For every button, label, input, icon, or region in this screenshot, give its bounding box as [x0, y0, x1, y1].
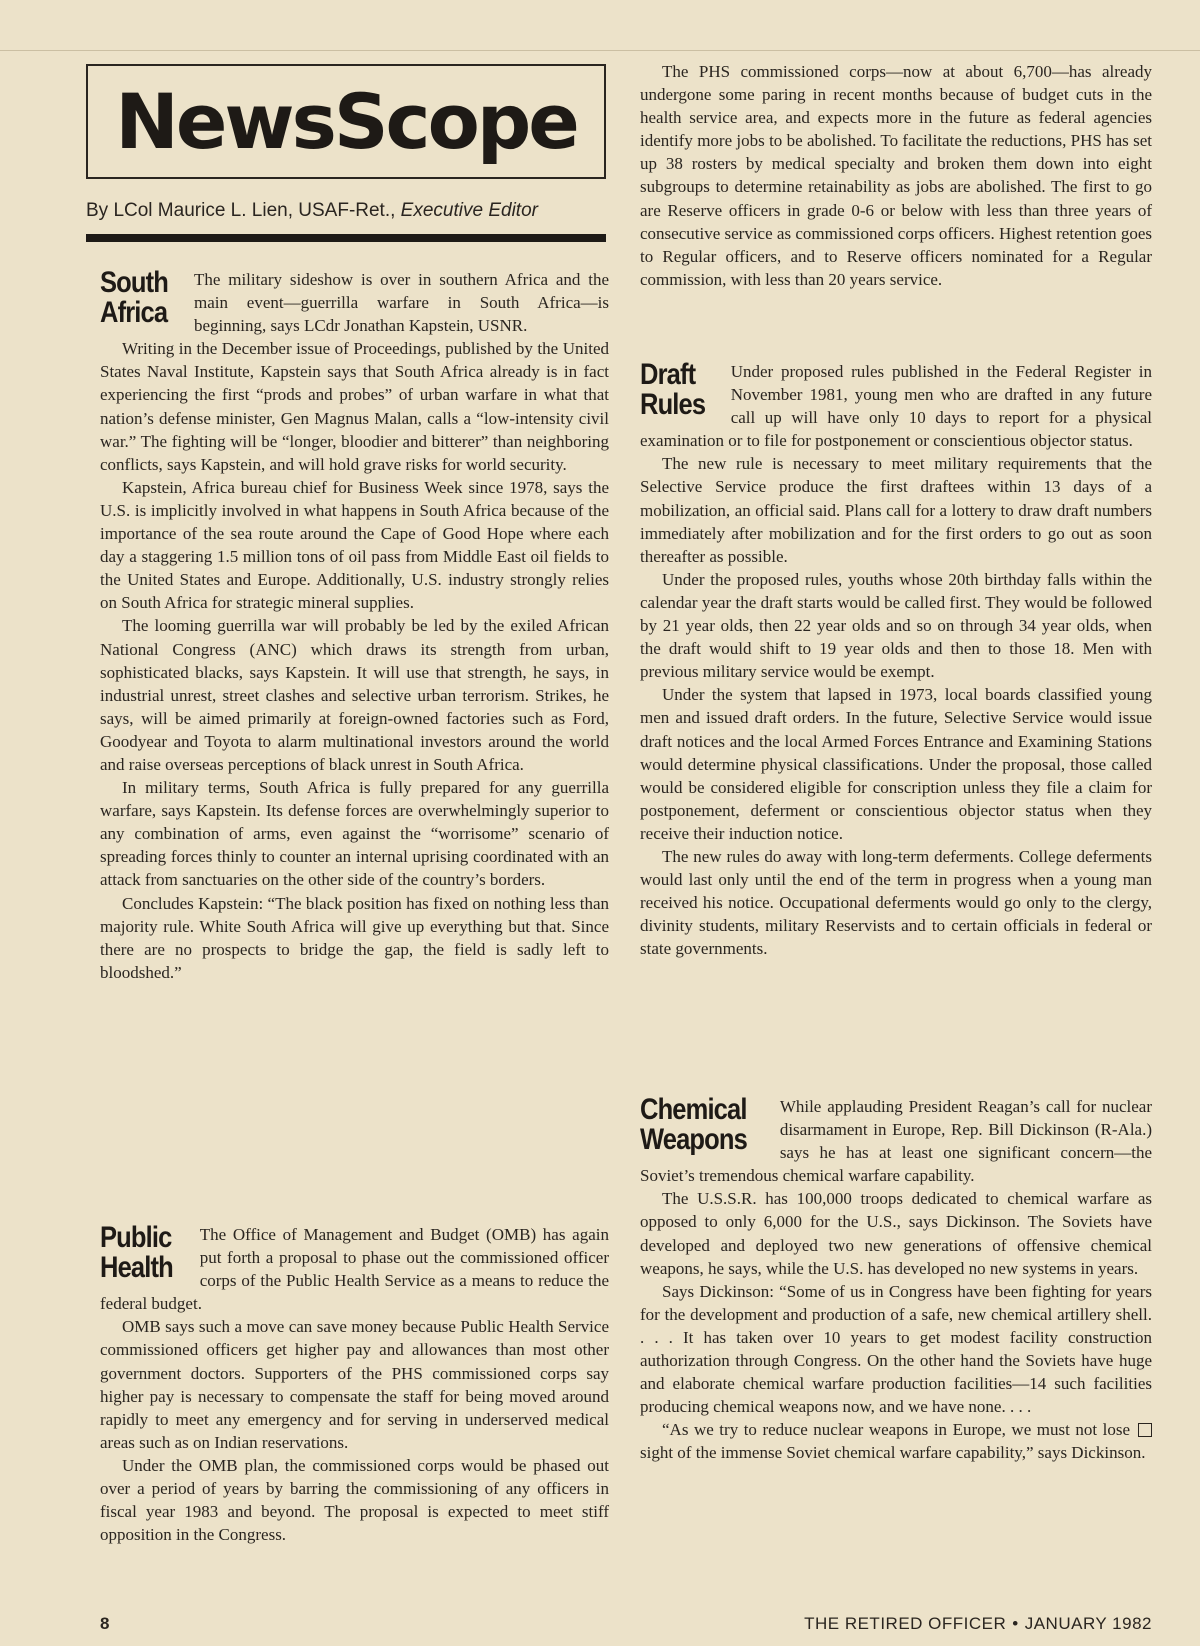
paragraph: Under the OMB plan, the commissioned corps would be phased out over a period of years by barring the commissioning of any officers in fiscal year 1983 and beyond. The proposal is expected to meet stiff opposition in the Congress. [100, 1455, 609, 1545]
paragraph: The military sideshow is over in southern Africa and the main event—guerrilla warfare in South Africa—is beginning, says LCdr Jonathan Kapstein, USNR. [193, 270, 609, 336]
kicker-south-africa [100, 268, 168, 328]
paragraph: In military terms, South Africa is fully prepared for any guerrilla warfare, says Kapstein. Its defense forces are overwhelmingly superior to any combination of arms, even against the “worrisome” scenario of spreading forces thinly to counter an internal uprising coordinated with an attack from sanctuaries on the other side of the country’s borders. [100, 778, 609, 890]
paragraph-text: “As we try to reduce nuclear weapons in Europe, we must not lose sight of the immense Soviet chemical warfare capability,” says Dickinson. [640, 1420, 1146, 1463]
issue-date: JANUARY 1982 [1024, 1614, 1152, 1633]
article-chemical-weapons [640, 1095, 1152, 1465]
kicker-line: Public [100, 1221, 172, 1254]
kicker-draft-rules [640, 360, 705, 420]
paragraph: The U.S.S.R. has 100,000 troops dedicated to chemical warfare as opposed to only 6,000 for the U.S., says Dickinson. The Soviets have developed and deployed two new generations of offensive chemical weapons, he says, while the U.S. has developed no new systems in years. [640, 1189, 1152, 1278]
paragraph: The new rule is necessary to meet military requirements that the Selective Service produce the first draftees within 13 days of a mobilization, an official said. Plans call for a lottery to draw draft numbers immediately after mobilization and for the first orders to go out as soon thereafter as possible. [640, 454, 1152, 566]
kicker-line: Weapons [640, 1123, 747, 1156]
publication-name: THE RETIRED OFFICER [804, 1614, 1007, 1633]
bullet-separator: • [1012, 1614, 1019, 1633]
kicker-line: Draft [640, 358, 696, 391]
paragraph: OMB says such a move can save money because Public Health Service commissioned officers get higher pay and allowances than most other government doctors. Supporters of the PHS commissioned corps say higher pay is necessary to compensate the staff for being moved around rapidly to meet any emergency and for serving in underserved medical areas such as on Indian reservations. [100, 1317, 609, 1452]
paragraph: The new rules do away with long-term deferments. College deferments would last only until the end of the term in progress when a young man received his notice. Occupational deferments would go only to the clergy, divinity students, military Reservists and to certain officials in federal or state governments. [640, 846, 1152, 959]
paragraph-last [640, 1418, 1152, 1464]
paragraph: Kapstein, Africa bureau chief for Business Week since 1978, says the U.S. is implicitly involved in what happens in South Africa because of the importance of the sea route around the Cape of Good Hope where each day a staggering 1.5 million tons of oil pass from Middle East oil fields to the United States and Europe. Additionally, U.S. industry strongly relies on South Africa for strategic mineral supplies. [100, 477, 609, 613]
paragraph: Concludes Kapstein: “The black position has fixed on nothing less than majority rule. White South Africa will give up everything but that. Since there are no prospects to bridge the gap, the field is sadly left to bloodshed.” [100, 893, 609, 982]
kicker-line: South [100, 266, 168, 299]
paragraph: Under the proposed rules, youths whose 20th birthday falls within the calendar year the draft starts would be called first. They would be followed by 21 year olds, then 22 year olds and so on through 34 year olds, when the draft would shift to 19 year olds and then to those 18. Men with previous military service would be exempt. [640, 569, 1152, 682]
kicker-chemical-weapons [640, 1095, 747, 1155]
kicker-line: Chemical [640, 1093, 747, 1126]
kicker-line: Health [100, 1251, 173, 1284]
masthead-title: NewsScope [115, 77, 577, 166]
paragraph: Under the system that lapsed in 1973, local boards classified young men and issued draft orders. In the future, Selective Service would issue draft notices and the local Armed Forces Entrance and Examining Stations would determine physical classifications. Under the proposal, those called would be considered eligible for conscription unless they file a claim for postponement, deferment or conscientious objector status when they receive their induction notice. [640, 685, 1152, 843]
page-top-edge [0, 50, 1200, 51]
article-phs-continued [640, 60, 1152, 291]
paragraph: The Office of Management and Budget (OMB) has again put forth a proposal to phase out the commissioned officer corps of the Public Health Service as a means to reduce the federal budget. [100, 1225, 609, 1314]
kicker-public-health [100, 1223, 173, 1283]
article-draft-rules [640, 360, 1152, 960]
article-south-africa [100, 268, 609, 984]
masthead-rule [86, 234, 606, 242]
byline-role: Executive Editor [400, 200, 538, 221]
article-public-health [100, 1223, 609, 1546]
paragraph: The PHS commissioned corps—now at about 6,700—has already undergone some paring in recent months because of budget cuts in the health service area, and expects more in the future as federal agencies identify more jobs to be abolished. To facilitate the reductions, PHS has set up 38 rosters by medical specialty and broken them down into eight subgroups to determine retainability as jobs are abolished. The first to go are Reserve officers in grade 0-6 or below with less than three years of consecutive service as commissioned corps officers. Highest retention goes to Regular officers, and to Reserve officers nominated for a Regular commission, with less than 20 years service. [640, 62, 1152, 289]
paragraph: Under proposed rules published in the Federal Register in November 1981, young men who are drafted in any future call up will have only 10 days to report for a physical examination or to file for postponement or conscientious objector status. [640, 362, 1152, 451]
end-mark-icon [1138, 1423, 1152, 1437]
running-footer [804, 1614, 1152, 1634]
paragraph: The looming guerrilla war will probably be led by the exiled African National Congress (ANC) which draws its strength from urban, sophisticated blacks, says Kapstein. It will use that strength, he says, in industrial unrest, street clashes and selective urban terrorism. Strikes, he says, will be aimed primarily at foreign-owned factories such as Ford, Goodyear and Toyota to alarm multinational investors around the world and raise overseas perceptions of black unrest in South Africa. [100, 616, 609, 774]
kicker-line: Africa [100, 296, 168, 329]
paragraph: Says Dickinson: “Some of us in Congress have been fighting for years for the development and production of a safe, new chemical artillery shell. . . . It has taken over 10 years to get modest facility construction authorization through Congress. On the other hand the Soviets have huge and elaborate chemical warfare production facilities—14 such facilities producing chemical weapons now, and we have none. . . . [640, 1281, 1152, 1417]
byline-author: By LCol Maurice L. Lien, USAF-Ret., [86, 200, 401, 221]
paragraph: While applauding President Reagan’s call for nuclear disarmament in Europe, Rep. Bill Dickinson (R-Ala.) says he has at least one significant concern—the Soviet’s tremendous chemical warfare capability. [640, 1097, 1152, 1186]
kicker-line: Rules [640, 388, 706, 421]
masthead-box [86, 64, 606, 179]
byline [86, 200, 609, 222]
page-number: 8 [100, 1614, 110, 1633]
paragraph: Writing in the December issue of Proceedings, published by the United States Naval Institute, Kapstein says that South Africa already is in fact experiencing the first “prods and probes” of urban warfare in what that nation’s defense minister, Gen Magnus Malan, calls a “low-intensity civil war.” The fighting will be “longer, bloodier and bitterer” than neighboring conflicts, says Kapstein, and will hold grave risks for world security. [100, 339, 609, 474]
